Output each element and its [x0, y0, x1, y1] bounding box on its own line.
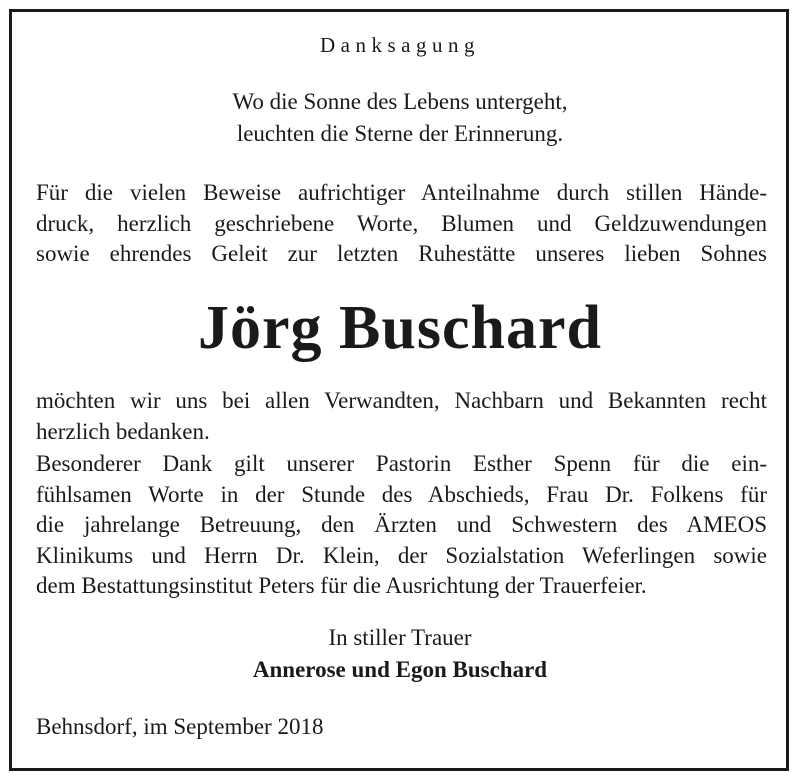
motto-quote: [0, 86, 800, 150]
mourning-line: In stiller Trauer: [328, 625, 472, 650]
special-thanks-line-1: Besonderer Dank gilt unserer Pastorin Esther Spenn für die ein-: [36, 451, 767, 476]
signers: Annerose und Egon Buschard: [252, 657, 548, 682]
special-thanks-line-5: dem Bestattungsinstitut Peters für die Ausrichtung der Trauerfeier.: [36, 573, 647, 598]
deceased-name: Jörg Buschard: [198, 294, 602, 362]
notice-heading: Danksagung: [320, 33, 480, 57]
thanks-line-1: möchten wir uns bei allen Verwandten, Nachbarn und Bekannten recht: [36, 388, 767, 413]
special-thanks-line-3: die jahrelange Betreuung, den Ärzten und Schwestern des AMEOS: [36, 512, 767, 537]
motto-line-2: leuchten die Sterne der Erinnerung.: [236, 121, 564, 146]
thanks-line-2: herzlich bedanken.: [36, 418, 210, 444]
intro-line-3: sowie ehrendes Geleit zur letzten Ruhestätte unseres lieben Sohnes: [36, 241, 767, 266]
special-thanks-paragraph: [36, 449, 767, 602]
intro-line-2: druck, herzlich geschriebene Worte, Blumen und Geldzuwendungen: [36, 210, 767, 236]
thanks-paragraph: [36, 386, 767, 447]
special-thanks-line-4: Klinikums und Herrn Dr. Klein, der Sozialstation Weferlingen sowie: [36, 542, 767, 568]
motto-line-1: Wo die Sonne des Lebens untergeht,: [232, 89, 568, 114]
special-thanks-line-2: fühlsamen Worte in der Stunde des Abschieds, Frau Dr. Folkens für: [36, 481, 767, 507]
place-date: Behnsdorf, im September 2018: [36, 714, 324, 739]
closing-block: [0, 622, 800, 686]
intro-line-1: Für die vielen Beweise aufrichtiger Anteilnahme durch stillen Hände-: [36, 180, 767, 205]
intro-paragraph: [36, 178, 767, 270]
